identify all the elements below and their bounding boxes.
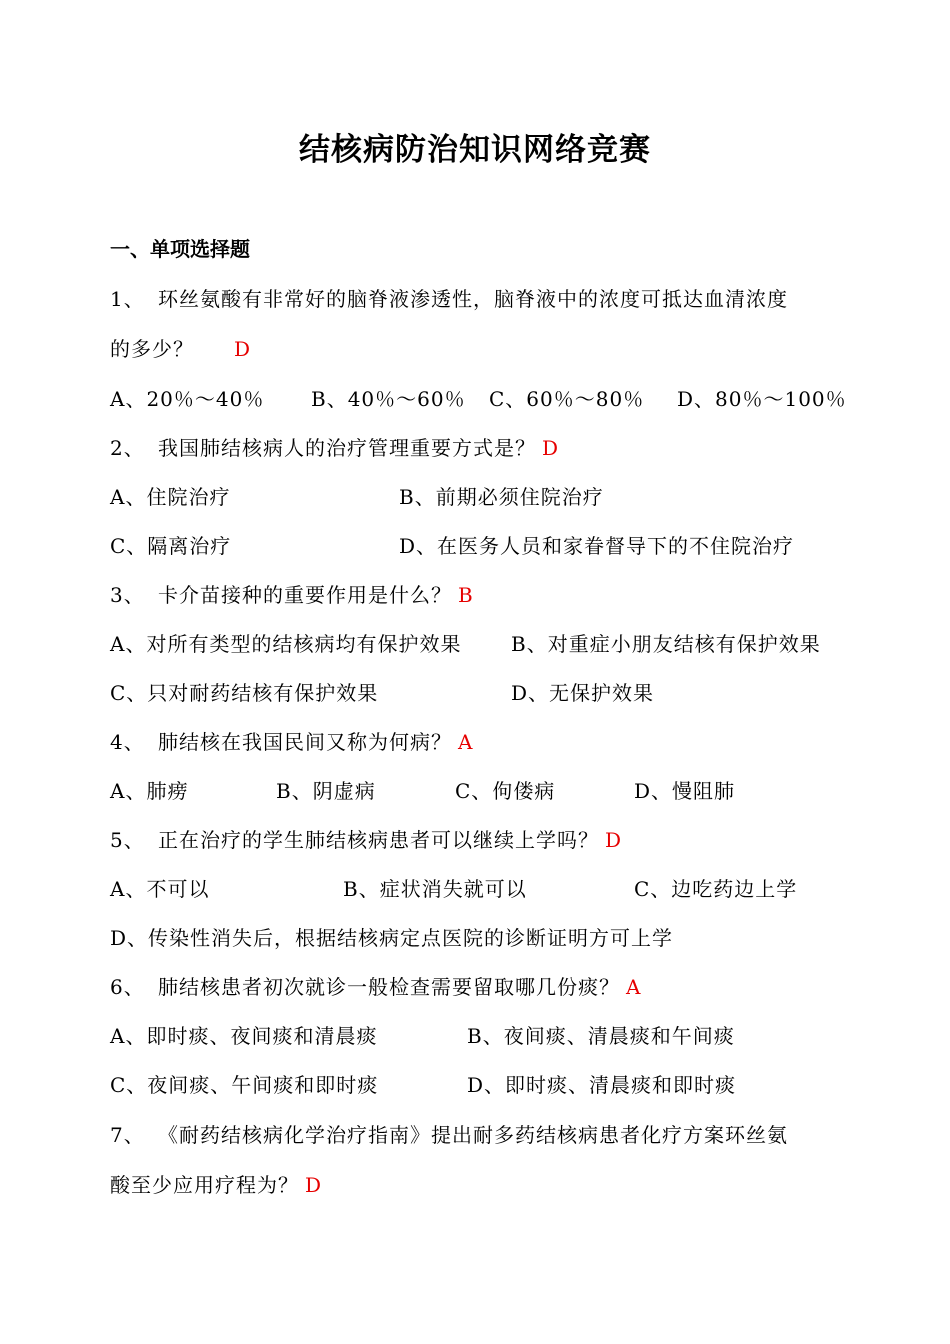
question-6 xyxy=(110,972,641,1002)
option-b: B、前期必须住院治疗 xyxy=(399,485,604,509)
answer-key: D xyxy=(234,337,252,361)
question-text: 环丝氨酸有非常好的脑脊液渗透性，脑脊液中的浓度可抵达血清浓度 xyxy=(158,287,788,311)
question-4 xyxy=(110,727,473,757)
question-text: 的多少？ xyxy=(110,337,194,361)
option-d: D、在医务人员和家眷督导下的不住院治疗 xyxy=(399,534,795,558)
option-c: C、边吃药边上学 xyxy=(634,877,798,901)
question-2 xyxy=(110,433,559,463)
option-a: A、即时痰、夜间痰和清晨痰 xyxy=(110,1024,378,1048)
question-text: 正在治疗的学生肺结核病患者可以继续上学吗？ xyxy=(158,828,599,852)
option-b: B、症状消失就可以 xyxy=(343,877,527,901)
question-7 xyxy=(110,1120,788,1150)
question-7-cont xyxy=(110,1170,322,1200)
option-a: A、20％～40％ xyxy=(110,387,265,411)
options-row xyxy=(110,923,673,953)
option-b: B、阴虚病 xyxy=(276,779,376,803)
question-1-cont xyxy=(110,334,251,364)
answer-key: A xyxy=(626,975,642,999)
answer-key: D xyxy=(305,1173,323,1197)
question-text: 肺结核在我国民间又称为何病？ xyxy=(158,730,452,754)
answer-key: D xyxy=(605,828,623,852)
section-heading: 一、单项选择题 xyxy=(110,237,250,261)
option-d: D、慢阻肺 xyxy=(634,779,736,803)
option-c: C、佝偻病 xyxy=(455,779,556,803)
option-b: B、对重症小朋友结核有保护效果 xyxy=(511,632,821,656)
question-text: 酸至少应用疗程为？ xyxy=(110,1173,299,1197)
option-a: A、对所有类型的结核病均有保护效果 xyxy=(110,632,462,656)
question-number: 5、 xyxy=(110,828,145,852)
question-text: 《耐药结核病化学治疗指南》提出耐多药结核病患者化疗方案环丝氨 xyxy=(158,1123,788,1147)
question-number: 7、 xyxy=(110,1123,145,1147)
question-number: 6、 xyxy=(110,975,145,999)
option-d: D、即时痰、清晨痰和即时痰 xyxy=(467,1073,737,1097)
question-number: 4、 xyxy=(110,730,145,754)
option-a: A、不可以 xyxy=(110,877,210,901)
question-text: 卡介苗接种的重要作用是什么？ xyxy=(158,583,452,607)
question-1 xyxy=(110,284,788,314)
option-d: D、传染性消失后，根据结核病定点医院的诊断证明方可上学 xyxy=(110,926,674,950)
option-d: D、无保护效果 xyxy=(511,681,655,705)
option-a: A、住院治疗 xyxy=(110,485,231,509)
option-c: C、隔离治疗 xyxy=(110,534,232,558)
answer-key: B xyxy=(458,583,474,607)
question-number: 2、 xyxy=(110,436,145,460)
answer-key: A xyxy=(458,730,474,754)
question-5 xyxy=(110,825,622,855)
question-number: 1、 xyxy=(110,287,145,311)
option-c: C、只对耐药结核有保护效果 xyxy=(110,681,379,705)
option-c: C、夜间痰、午间痰和即时痰 xyxy=(110,1073,379,1097)
answer-key: D xyxy=(542,436,560,460)
document-title: 结核病防治知识网络竞赛 xyxy=(299,132,651,168)
option-d: D、80％～100％ xyxy=(677,387,847,411)
option-b: B、夜间痰、清晨痰和午间痰 xyxy=(467,1024,735,1048)
question-3 xyxy=(110,580,474,610)
option-a: A、肺痨 xyxy=(110,779,189,803)
option-c: C、60％～80％ xyxy=(489,387,645,411)
question-number: 3、 xyxy=(110,583,145,607)
question-text: 我国肺结核病人的治疗管理重要方式是？ xyxy=(158,436,536,460)
option-b: B、40％～60％ xyxy=(311,387,466,411)
question-text: 肺结核患者初次就诊一般检查需要留取哪几份痰？ xyxy=(158,975,620,999)
